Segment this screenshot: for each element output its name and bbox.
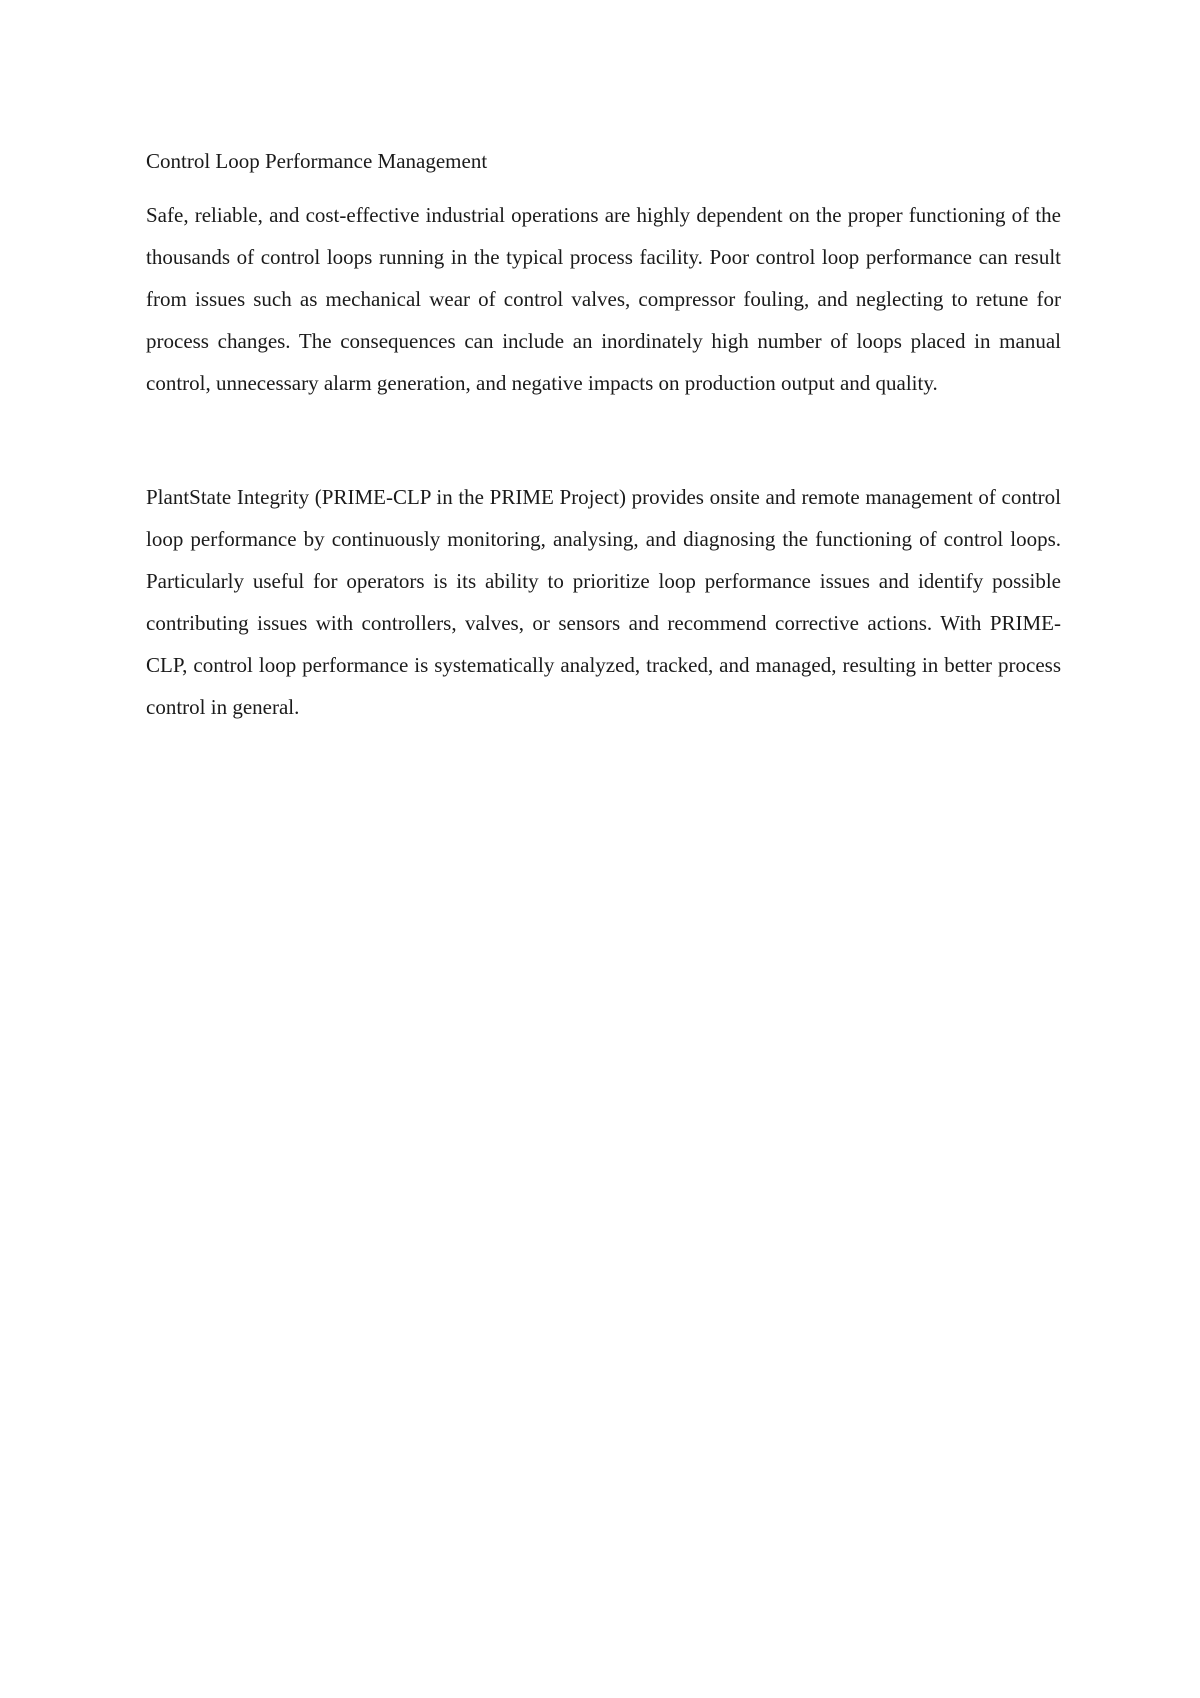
paragraph-plantstate: PlantState Integrity (PRIME-CLP in the PRIME Project) provides onsite and remote management of control loop performance by continuously monitoring, analysing, and diagnosing the functioning of control loops. Particularly useful for operators is its ability to prioritize loop performance issues and identify possible contributing issues with controllers, valves, or sensors and recommend corrective actions. With PRIME-CLP, control loop performance is systematically analyzed, tracked, and managed, resulting in better process control in general. — [146, 485, 1061, 719]
paragraph-intro: Safe, reliable, and cost-effective industrial operations are highly dependent on the proper functioning of the thousands of control loops running in the typical process facility. Poor control loop performance can result from issues such as mechanical wear of control valves, compressor fouling, and neglecting to retune for process changes. The consequences can include an inordinately high number of loops placed in manual control, unnecessary alarm generation, and negative impacts on production output and quality. — [146, 203, 1061, 395]
document-body — [146, 140, 1061, 728]
document-title: Control Loop Performance Management — [146, 149, 488, 173]
